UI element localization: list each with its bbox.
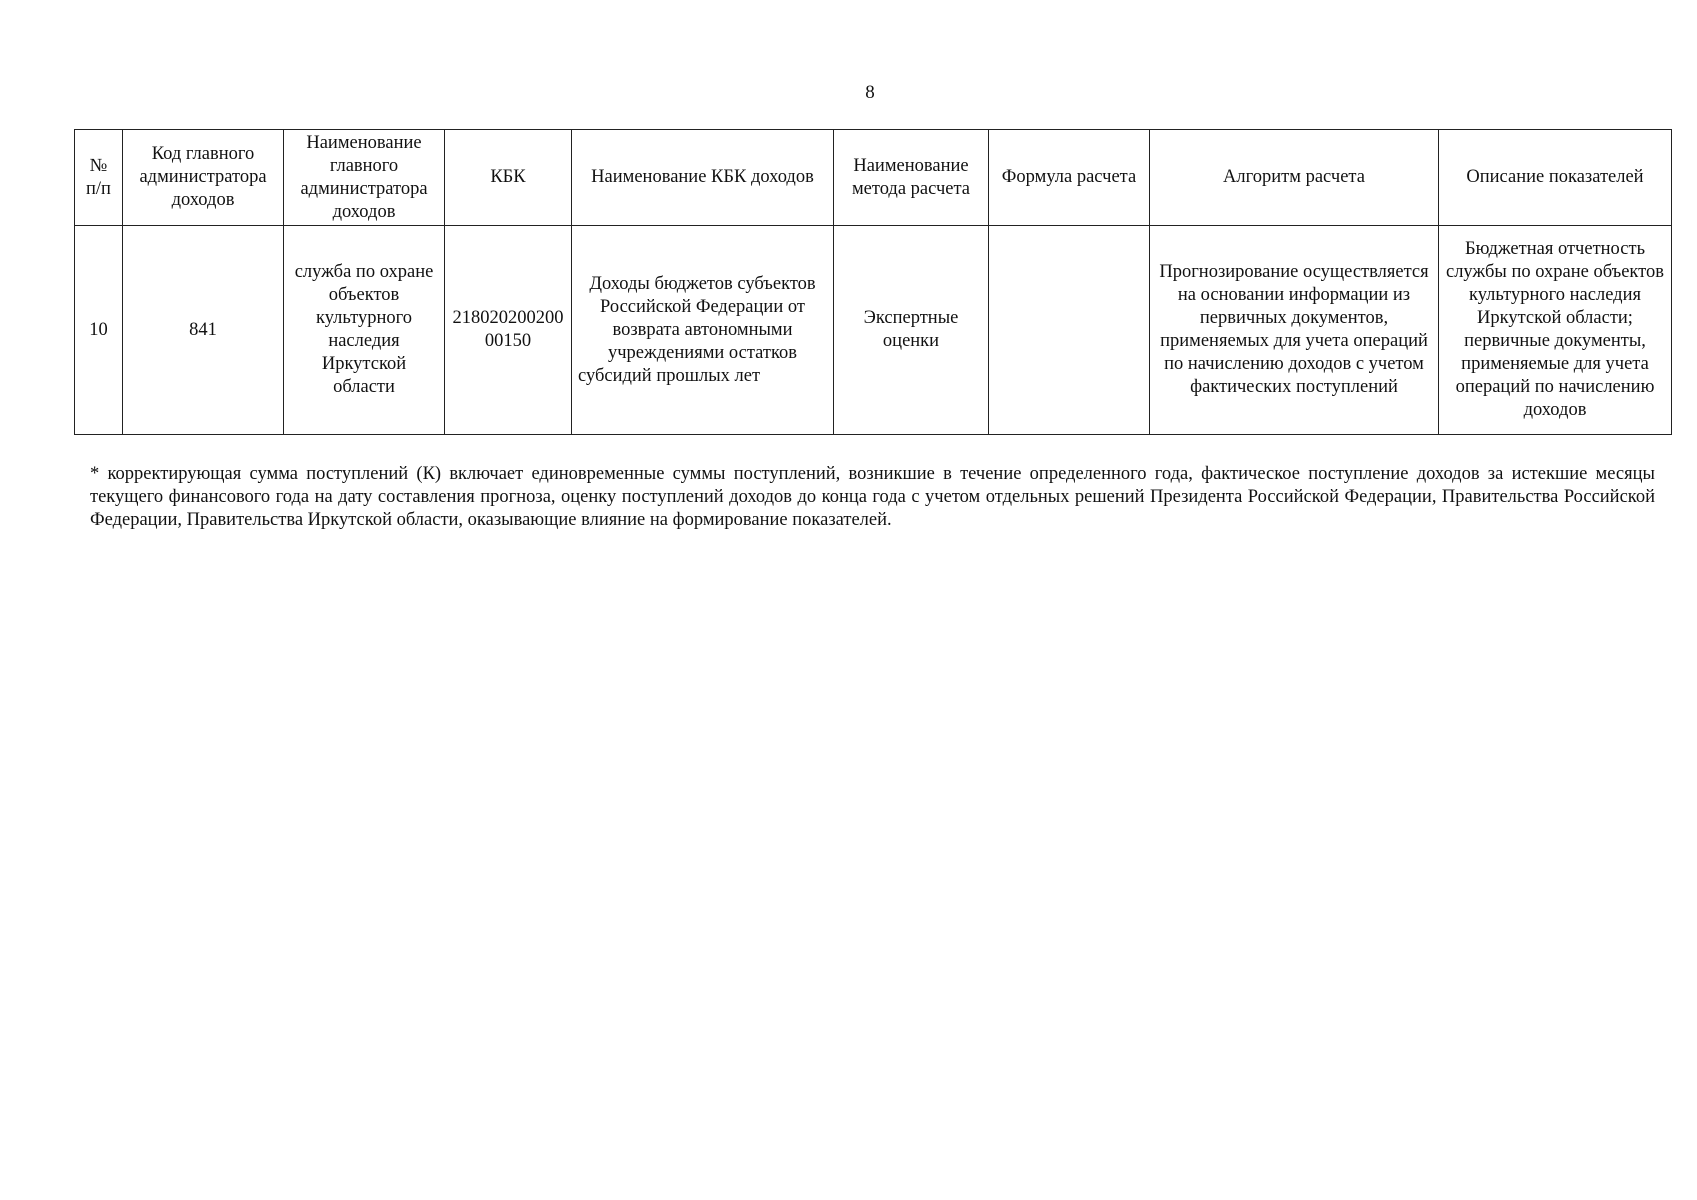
header-num: № п/п [75,130,123,226]
cell-formula [989,226,1150,435]
header-admin-name: Наименование главного администратора доходов [284,130,445,226]
cell-algorithm: Прогнозирование осуществляется на основании информации из первичных документов, применяемых для учета операций по начислению доходов с учетом фактических поступлений [1150,226,1439,435]
header-kbk: КБК [445,130,572,226]
cell-num: 10 [75,226,123,435]
table-row [75,226,1672,435]
header-description: Описание показателей [1439,130,1672,226]
cell-method: Экспертные оценки [834,226,989,435]
header-admin-code: Код главного администратора доходов [123,130,284,226]
cell-admin-code: 841 [123,226,284,435]
header-method: Наименование метода расчета [834,130,989,226]
footnote: * корректирующая сумма поступлений (К) включает единовременные суммы поступлений, возникшие в течение определенного года, фактическое поступление доходов за истекшие месяцы текущего финансового года на дату составления прогноза, оценку поступлений доходов до конца года с учетом отдельных решений Президента Российской Федерации, Правительства Российской Федерации, Правительства Иркутской области, оказывающие влияние на формирование показателей. [90,464,1655,530]
header-kbk-name: Наименование КБК доходов [572,130,834,226]
page-number: 8 [865,82,875,103]
cell-kbk: 21802020020000150 [445,226,572,435]
revenue-forecast-methods-table [74,129,1672,435]
header-algorithm: Алгоритм расчета [1150,130,1439,226]
cell-description: Бюджетная отчетность службы по охране объектов культурного наследия Иркутской области; первичные документы, применяемые для учета операций по начислению доходов [1439,226,1672,435]
header-formula: Формула расчета [989,130,1150,226]
cell-kbk-name: Доходы бюджетов субъектов Российской Федерации от возврата автономными учреждениями остатков субсидий прошлых лет [572,226,834,435]
table-header-row [75,130,1672,226]
cell-admin-name: служба по охране объектов культурного наследия Иркутской области [284,226,445,435]
